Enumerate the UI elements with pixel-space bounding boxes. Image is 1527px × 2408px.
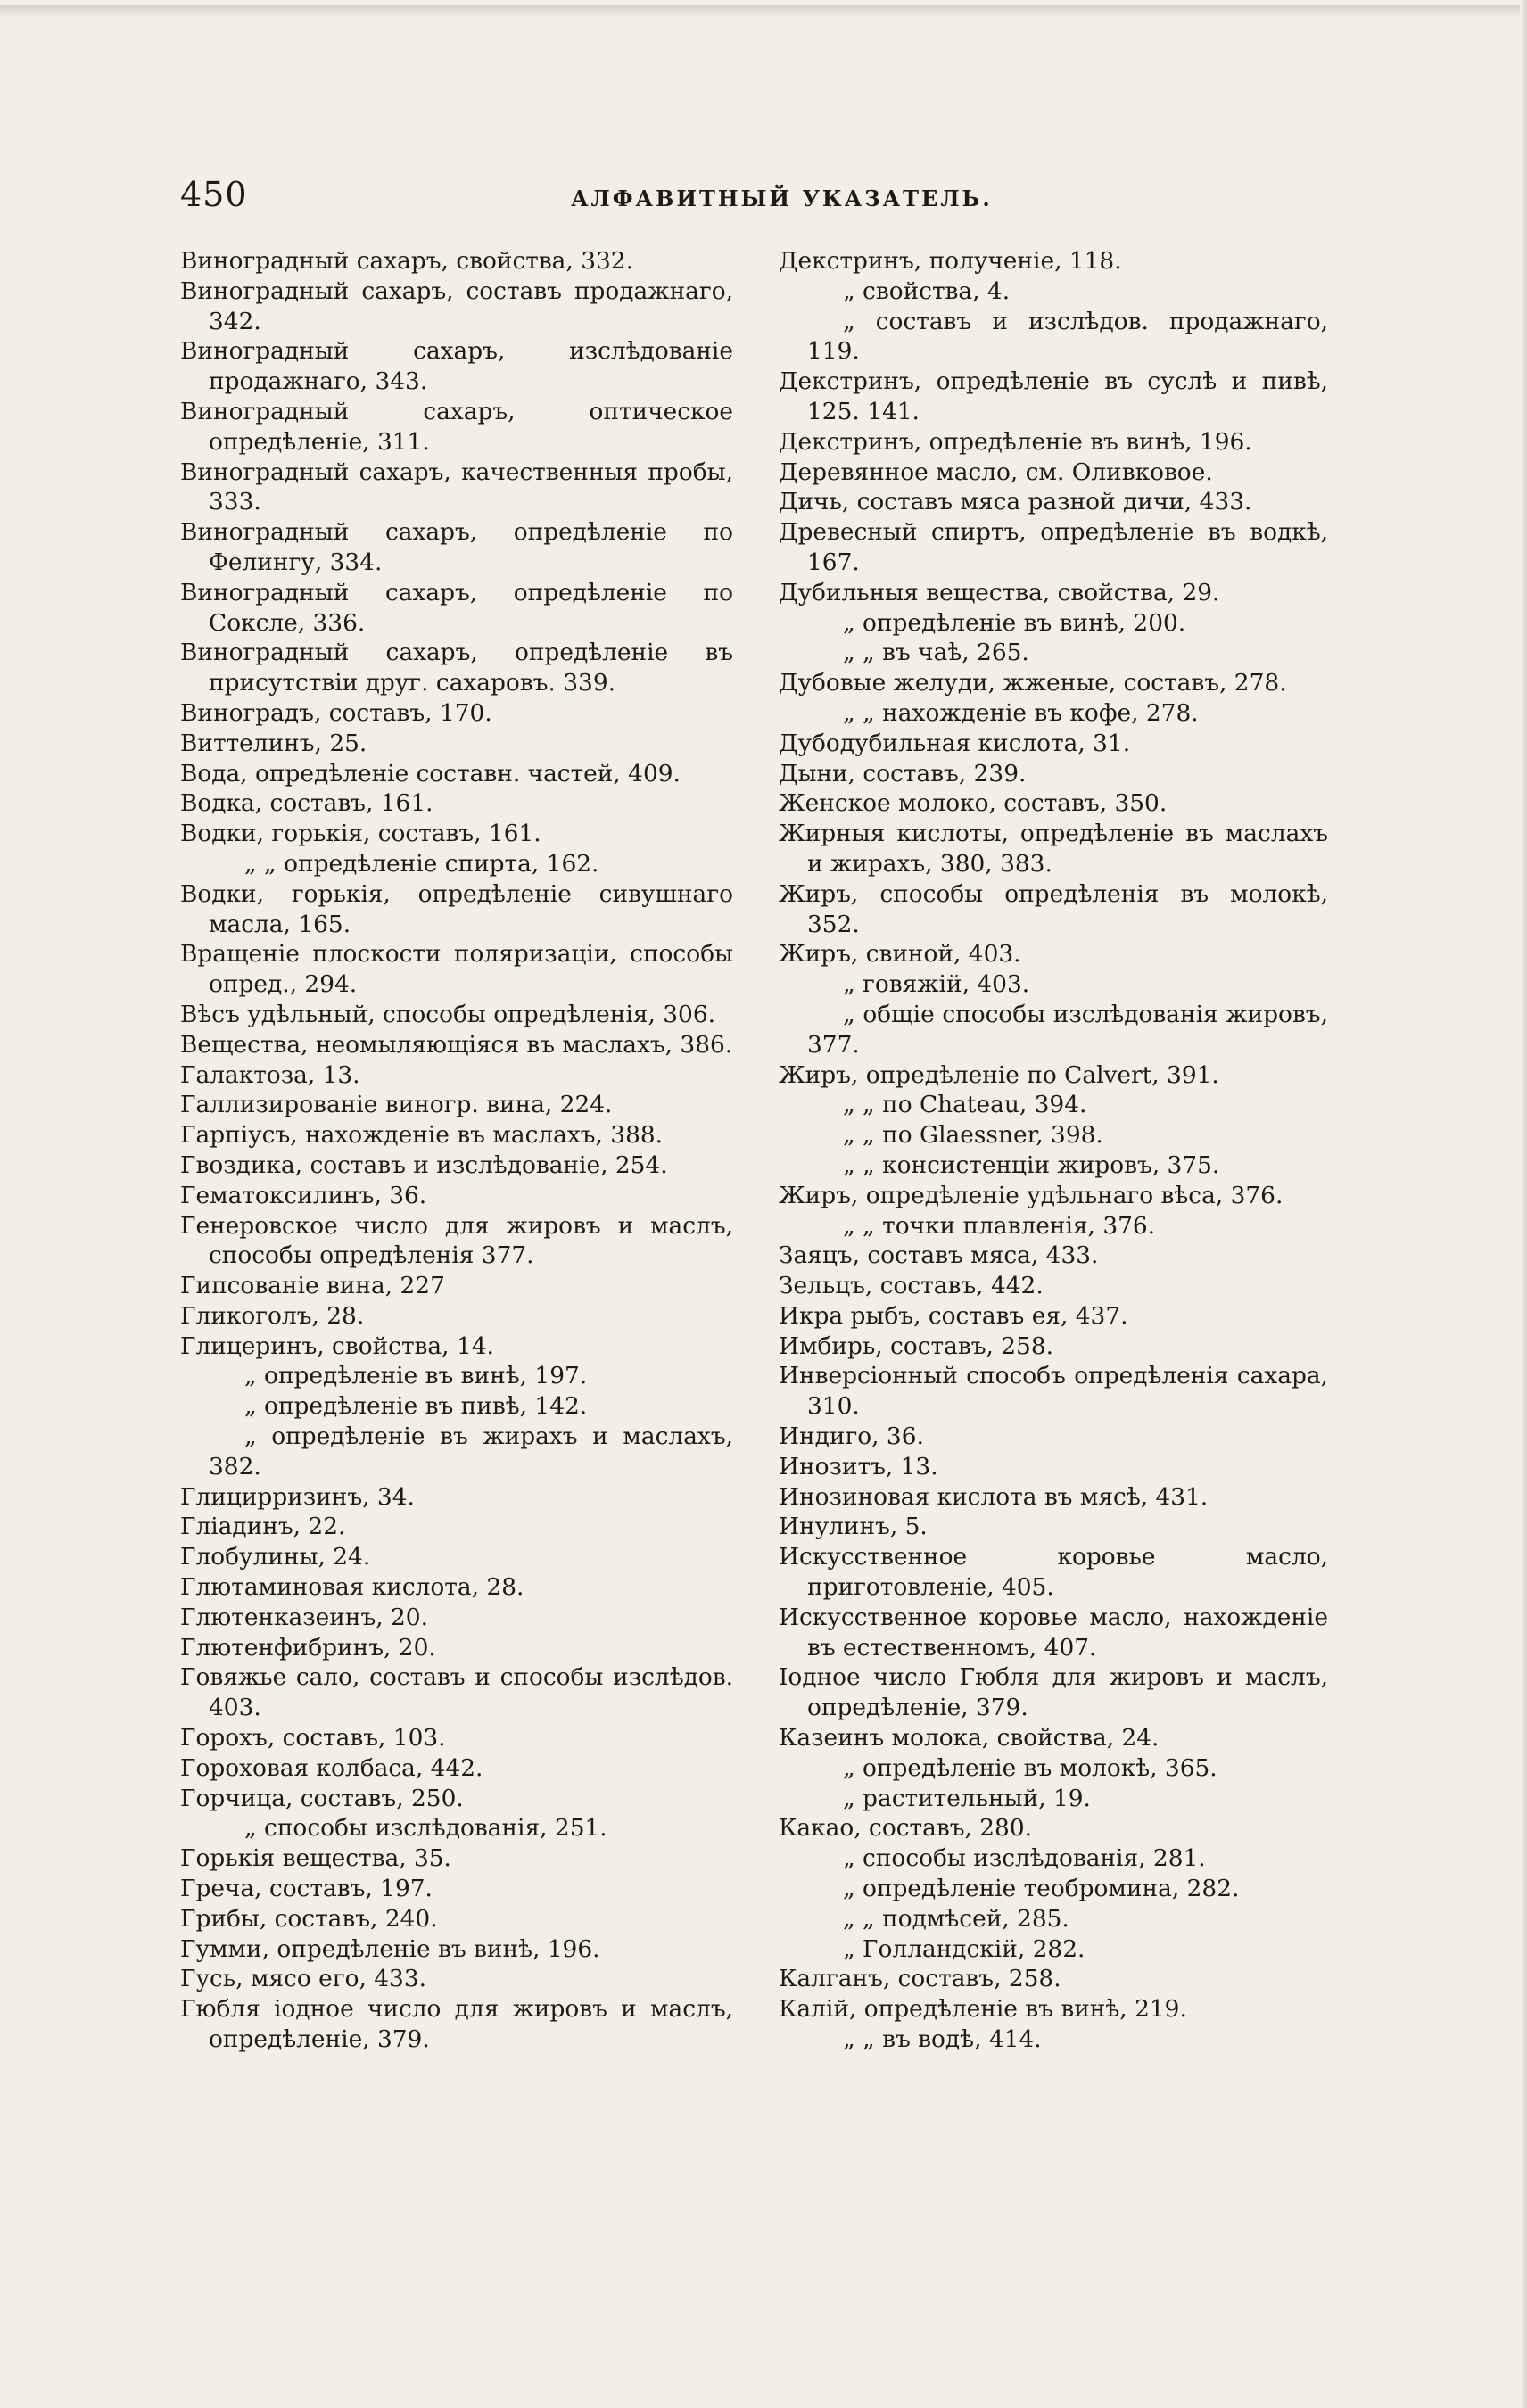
index-sub-entry: „ „ консистенціи жировъ, 375. xyxy=(843,1150,1220,1179)
index-entry: Гумми, опредѣленіе въ винѣ, 196. xyxy=(180,1934,600,1963)
index-entry: Вращеніе плоскости поляризаціи, способы опред., 294. xyxy=(180,940,733,999)
index-entry: Греча, составъ, 197. xyxy=(180,1875,433,1903)
index-sub-entry: „ Голландскій, 282. xyxy=(843,1934,1085,1963)
index-entry: Инулинъ, 5. xyxy=(779,1513,928,1541)
index-sub-entry: „ „ въ водѣ, 414. xyxy=(843,2025,1042,2054)
index-entry: Гарпіусъ, нахожденіе въ маслахъ, 388. xyxy=(180,1121,664,1150)
index-sub-entry: „ „ по Glaessner, 398. xyxy=(843,1121,1103,1150)
index-entry: Глобулины, 24. xyxy=(180,1543,371,1571)
index-sub-entry: „ опредѣленіе въ винѣ, 197. xyxy=(244,1362,588,1390)
index-entry: Жиръ, опредѣленіе удѣльнаго вѣса, 376. xyxy=(779,1181,1284,1209)
index-entry: Жирныя кислоты, опредѣленіе въ маслахъ и жирахъ, 380, 383. xyxy=(779,820,1328,878)
index-entry: Глицеринъ, свойства, 14. xyxy=(180,1332,494,1360)
index-entry: Искусственное коровье масло, приготовленіе, 405. xyxy=(779,1543,1328,1602)
index-entry: Водка, составъ, 161. xyxy=(180,789,433,818)
index-entry: Вѣсъ удѣльный, способы опредѣленія, 306. xyxy=(180,1000,716,1028)
index-entry: Гликоголъ, 28. xyxy=(180,1301,365,1330)
index-sub-entry: „ „ опредѣленіе спирта, 162. xyxy=(244,849,599,878)
index-entry: Дубовые желуди, жженые, составъ, 278. xyxy=(779,669,1287,697)
index-column-left xyxy=(180,246,733,2055)
page-right-edge xyxy=(1520,0,1527,2408)
index-entry: Гипсованіе вина, 227 xyxy=(180,1272,445,1300)
index-entry: Виноградный сахаръ, опредѣленіе по Фелингу, 334. xyxy=(180,518,733,576)
index-entry: Гусь, мясо его, 433. xyxy=(180,1965,427,1993)
index-entry: Глицирризинъ, 34. xyxy=(180,1482,415,1511)
index-sub-entry: „ „ подмѣсей, 285. xyxy=(843,1904,1069,1933)
index-entry: Галактоза, 13. xyxy=(180,1060,360,1089)
index-entry: Древесный спиртъ, опредѣленіе въ водкѣ, 167. xyxy=(779,518,1328,576)
index-sub-entry: „ „ въ чаѣ, 265. xyxy=(843,639,1029,667)
index-sub-entry: „ опредѣленіе въ пивѣ, 142. xyxy=(244,1392,588,1421)
index-entry: Жиръ, способы опредѣленія въ молокѣ, 352. xyxy=(779,879,1328,938)
index-entry: Дыни, составъ, 239. xyxy=(779,759,1027,788)
index-entry: Гліадинъ, 22. xyxy=(180,1513,346,1541)
index-entry: Вода, опредѣленіе составн. частей, 409. xyxy=(180,759,681,788)
index-entry: Декстринъ, полученіе, 118. xyxy=(779,247,1122,275)
index-entry: Калганъ, составъ, 258. xyxy=(779,1965,1061,1993)
index-entry: Водки, горькія, составъ, 161. xyxy=(180,820,541,848)
index-sub-entry: „ способы изслѣдованія, 251. xyxy=(244,1814,607,1843)
index-entry: Вещества, неомыляющіяся въ маслахъ, 386. xyxy=(180,1030,733,1059)
index-entry: Заяцъ, составъ мяса, 433. xyxy=(779,1241,1099,1270)
index-entry: Глютенфибринъ, 20. xyxy=(180,1633,436,1662)
index-entry: Виноградный сахаръ, оптическое опредѣленіе, 311. xyxy=(180,397,733,456)
page-number: 450 xyxy=(180,175,248,214)
index-sub-entry: „ „ точки плавленія, 376. xyxy=(843,1211,1156,1240)
index-entry: Виноградный сахаръ, свойства, 332. xyxy=(180,247,633,275)
index-sub-entry: „ опредѣленіе въ винѣ, 200. xyxy=(843,608,1186,637)
index-entry: Горькія вещества, 35. xyxy=(180,1844,451,1873)
index-sub-entry: „ опредѣленіе въ молокѣ, 365. xyxy=(843,1753,1217,1782)
index-entry: Грибы, составъ, 240. xyxy=(180,1904,438,1933)
page-top-edge xyxy=(0,5,1527,18)
index-entry: Жиръ, свиной, 403. xyxy=(779,940,1021,969)
index-entry: Горчица, составъ, 250. xyxy=(180,1784,464,1812)
index-entry: Гороховая колбаса, 442. xyxy=(180,1753,483,1782)
index-entry: Виноградный сахаръ, опредѣленіе по Соксле, 336. xyxy=(180,578,733,637)
index-entry: Дичь, составъ мяса разной дичи, 433. xyxy=(779,488,1252,516)
index-entry: Горохъ, составъ, 103. xyxy=(180,1724,446,1752)
index-entry: Генеровское число для жировъ и маслъ, способы опредѣленія 377. xyxy=(180,1211,733,1270)
index-entry: Индиго, 36. xyxy=(779,1423,924,1451)
index-entry: Галлизированіе виногр. вина, 224. xyxy=(180,1091,613,1119)
index-entry: Виноградный сахаръ, опредѣленіе въ присутствіи друг. сахаровъ. 339. xyxy=(180,639,733,697)
index-entry: Декстринъ, опредѣленіе въ суслѣ и пивѣ, 125. 141. xyxy=(779,367,1328,425)
index-entry: Глютенказеинъ, 20. xyxy=(180,1603,428,1631)
index-entry: Водки, горькія, опредѣленіе сивушнаго масла, 165. xyxy=(180,879,733,938)
index-sub-entry: „ способы изслѣдованія, 281. xyxy=(843,1844,1206,1873)
running-title: АЛФАВИТНЫЙ УКАЗАТЕЛЬ. xyxy=(571,186,993,211)
index-sub-entry: „ общіе способы изслѣдованія жировъ, 377. xyxy=(807,1000,1328,1059)
index-sub-entry: „ опредѣленіе теобромина, 282. xyxy=(843,1875,1240,1903)
index-sub-entry: „ растительный, 19. xyxy=(843,1784,1091,1812)
index-entry: Дубодубильная кислота, 31. xyxy=(779,729,1131,757)
index-column-right xyxy=(779,246,1328,2055)
index-entry: Казеинъ молока, свойства, 24. xyxy=(779,1724,1160,1752)
index-entry: Гвоздика, составъ и изслѣдованіе, 254. xyxy=(180,1150,668,1179)
index-entry: Искусственное коровье масло, нахожденіе въ естественномъ, 407. xyxy=(779,1603,1328,1662)
index-entry: Калій, опредѣленіе въ винѣ, 219. xyxy=(779,1995,1187,2024)
index-entry: Жиръ, опредѣленіе по Calvert, 391. xyxy=(779,1060,1219,1089)
index-entry: Гюбля іодное число для жировъ и маслъ, опредѣленіе, 379. xyxy=(180,1995,733,2054)
index-entry: Виноградъ, составъ, 170. xyxy=(180,698,492,727)
index-sub-entry: „ „ по Chateau, 394. xyxy=(843,1091,1087,1119)
index-entry: Деревянное масло, см. Оливковое. xyxy=(779,458,1213,486)
index-entry: Декстринъ, опредѣленіе въ винѣ, 196. xyxy=(779,427,1252,456)
index-entry: Виноградный сахаръ, составъ продажнаго, 342. xyxy=(180,276,733,335)
index-entry: Икра рыбъ, составъ ея, 437. xyxy=(779,1301,1128,1330)
index-entry: Зельцъ, составъ, 442. xyxy=(779,1272,1044,1300)
index-entry: Инверсіонный способъ опредѣленія сахара, 310. xyxy=(779,1362,1328,1421)
index-entry: Виноградный сахаръ, изслѣдованіе продажнаго, 343. xyxy=(180,337,733,396)
index-entry: Виноградный сахаръ, качественныя пробы, 333. xyxy=(180,458,733,516)
index-sub-entry: „ составъ и изслѣдов. продажнаго, 119. xyxy=(807,307,1328,366)
index-sub-entry: „ опредѣленіе въ жирахъ и маслахъ, 382. xyxy=(209,1423,733,1480)
index-entry: Дубильныя вещества, свойства, 29. xyxy=(779,578,1220,606)
index-entry: Глютаминовая кислота, 28. xyxy=(180,1573,524,1602)
index-entry: Инозитъ, 13. xyxy=(779,1452,938,1480)
index-entry: Гематоксилинъ, 36. xyxy=(180,1181,427,1209)
index-entry: Женское молоко, составъ, 350. xyxy=(779,789,1168,818)
index-entry: Виттелинъ, 25. xyxy=(180,729,367,757)
index-sub-entry: „ свойства, 4. xyxy=(843,276,1011,305)
index-entry: Какао, составъ, 280. xyxy=(779,1814,1033,1843)
index-entry: Инозиновая кислота въ мясѣ, 431. xyxy=(779,1482,1209,1511)
index-entry: Говяжье сало, составъ и способы изслѣдов. 403. xyxy=(180,1663,733,1722)
index-sub-entry: „ „ нахожденіе въ кофе, 278. xyxy=(843,698,1199,727)
index-entry: Іодное число Гюбля для жировъ и маслъ, опредѣленіе, 379. xyxy=(779,1663,1328,1722)
index-entry: Имбирь, составъ, 258. xyxy=(779,1332,1054,1360)
index-sub-entry: „ говяжій, 403. xyxy=(843,970,1030,999)
